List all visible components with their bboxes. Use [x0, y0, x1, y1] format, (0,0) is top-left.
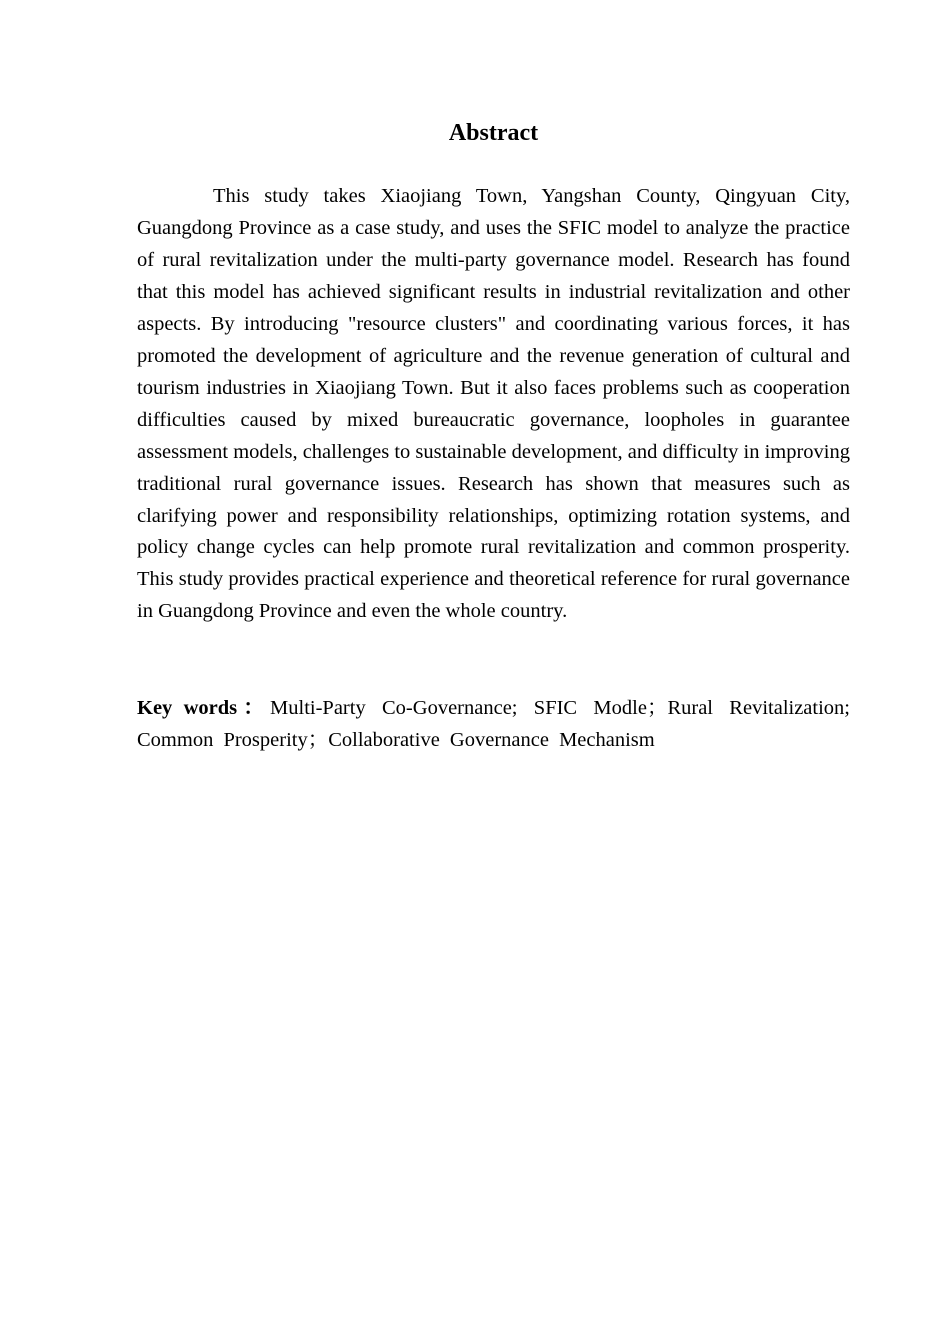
keywords-line — [137, 692, 850, 756]
abstract-title — [137, 117, 850, 149]
keywords-label: Key words： — [137, 697, 271, 719]
keywords-list: Multi-Party Co-Governance; SFIC Modle；Rural Revitalization; Common Prosperity；Collaborative Governance Mechanism — [137, 697, 850, 751]
abstract-paragraph: This study takes Xiaojiang Town, Yangshan County, Qingyuan City, Guangdong Province as a case study, and uses the SFIC model to analyze the practice of rural revitalization under the multi-party governance model. Research has found that this model has achieved significant results in industrial revitalization and other aspects. By introducing "resource clusters" and coordinating various forces, it has promoted the development of agriculture and the revenue generation of cultural and tourism industries in Xiaojiang Town. But it also faces problems such as cooperation difficulties caused by mixed bureaucratic governance, loopholes in guarantee assessment models, challenges to sustainable development, and difficulty in improving traditional rural governance issues. Research has shown that measures such as clarifying power and responsibility relationships, optimizing rotation systems, and policy change cycles can help promote rural revitalization and common prosperity. This study provides practical experience and theoretical reference for rural governance in Guangdong Province and even the whole country. — [137, 185, 850, 623]
abstract-title-text: Abstract — [448, 120, 539, 146]
